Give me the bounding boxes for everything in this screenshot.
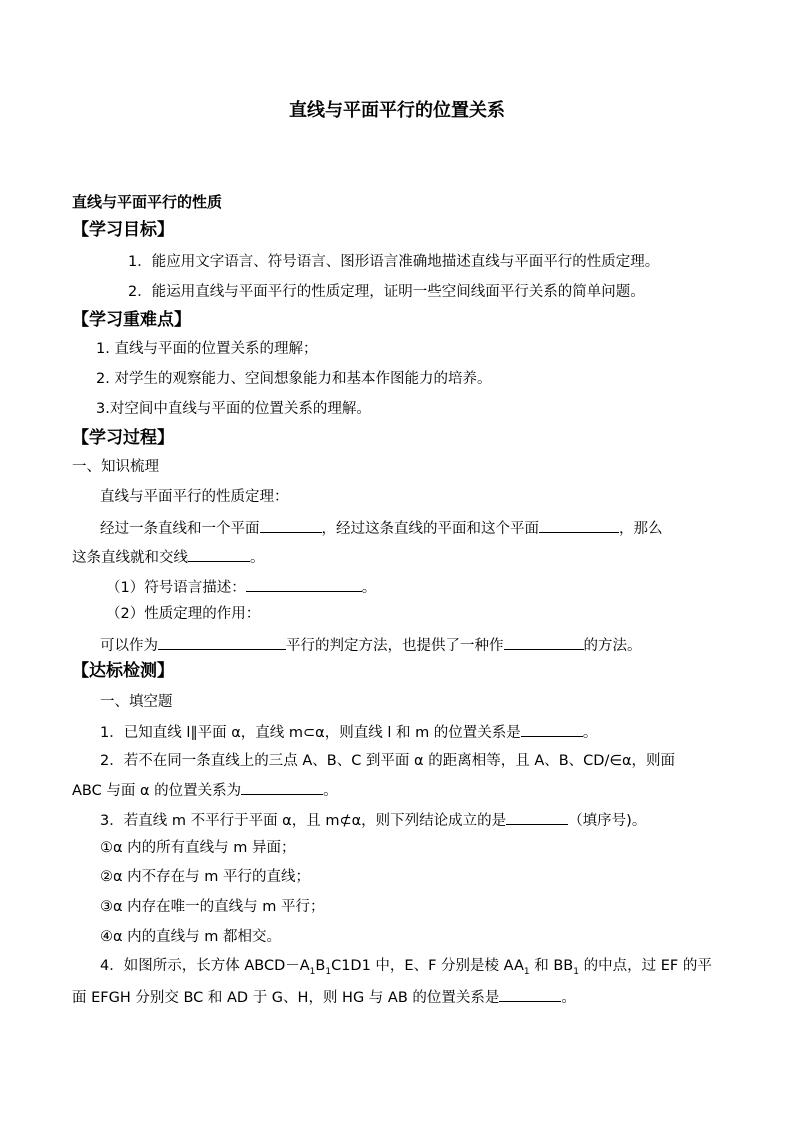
keypoint-item: 1. 直线与平面的位置关系的理解；: [96, 341, 318, 357]
answer-blank[interactable]: [241, 779, 323, 795]
answer-blank[interactable]: [539, 517, 619, 533]
role-text: 可以作为: [100, 638, 158, 654]
question-text: 3．若直线 m 不平行于平面 α，且 m⊄α，则下列结论成立的是: [100, 813, 507, 829]
question-text: C1D1 中，E、F 分别是棱 AA: [331, 958, 524, 974]
goal-item: 2．能运用直线与平面平行的性质定理，证明一些空间线面平行关系的简单问题。: [128, 284, 645, 300]
answer-blank[interactable]: [158, 634, 286, 650]
question-text: 。: [561, 990, 576, 1006]
section-process-heading: 【学习过程】: [72, 428, 174, 448]
question-text: 2．若不在同一条直线上的三点 A、B、C 到平面 α 的距离相等，且 A、B、CD/∈α，则面: [100, 753, 676, 769]
answer-blank[interactable]: [521, 721, 583, 737]
question-text: 面 EFGH 分别交 BC 和 AD 于 G、H，则 HG 与 AB 的位置关系是: [72, 990, 500, 1006]
check-part-heading: 一、填空题: [100, 694, 173, 710]
section-keypoints-heading: 【学习重难点】: [72, 310, 191, 330]
question-text: 的中点，过 EF 的平: [578, 958, 712, 974]
subscript: 1: [309, 966, 316, 977]
section-goals-heading: 【学习目标】: [72, 220, 174, 240]
goal-item: 1．能应用文字语言、符号语言、图形语言准确地描述直线与平面平行的性质定理。: [128, 254, 660, 270]
question-text: 。: [323, 783, 338, 799]
answer-blank[interactable]: [499, 986, 561, 1002]
question-text: 4．如图所示，长方体 ABCD－A: [100, 958, 310, 974]
question-3-option: ③α 内存在唯一的直线与 m 平行；: [100, 899, 325, 915]
question-2-cont: [72, 779, 338, 801]
answer-blank[interactable]: [504, 634, 584, 650]
question-2: [100, 751, 675, 771]
question-text: B: [315, 958, 326, 974]
question-3-option: ④α 内的直线与 m 都相交。: [100, 929, 282, 945]
theorem-text: ，经过这条直线的平面和这个平面: [321, 521, 539, 537]
theorem-line: [72, 546, 265, 568]
question-4: [100, 956, 712, 982]
question-text: 和 BB: [529, 958, 574, 974]
answer-blank[interactable]: [260, 517, 322, 533]
process-part-heading: 一、知识梳理: [72, 459, 159, 475]
theorem-label: 直线与平面平行的性质定理：: [100, 489, 289, 505]
answer-blank[interactable]: [506, 809, 568, 825]
question-text: 1．已知直线 l∥平面 α，直线 m⊂α，则直线 l 和 m 的位置关系是: [100, 725, 521, 741]
symbol-line: [106, 576, 376, 598]
page-title: 直线与平面平行的位置关系: [289, 100, 505, 121]
symbol-end: 。: [361, 580, 377, 596]
theorem-text: 经过一条直线和一个平面: [100, 521, 260, 537]
question-3-option: ①α 内的所有直线与 m 异面；: [100, 840, 296, 856]
question-text: 。: [582, 725, 598, 741]
theorem-text: 这条直线就和交线: [72, 550, 188, 566]
subscript: 1: [325, 966, 332, 977]
symbol-label: （1）符号语言描述：: [106, 580, 246, 596]
subtitle: 直线与平面平行的性质: [72, 193, 223, 211]
theorem-text: 。: [250, 550, 265, 566]
subscript: 1: [573, 966, 579, 977]
answer-blank[interactable]: [246, 576, 362, 592]
question-text: （填序号)。: [568, 813, 647, 829]
answer-blank[interactable]: [188, 546, 250, 562]
role-label: （2）性质定理的作用：: [106, 606, 261, 622]
theorem-line: [100, 517, 663, 539]
theorem-text: ，那么: [619, 521, 663, 537]
keypoint-item: 2. 对学生的观察能力、空间想象能力和基本作图能力的培养。: [96, 371, 492, 387]
keypoint-item: 3.对空间中直线与平面的位置关系的理解。: [96, 401, 371, 417]
role-text: 的方法。: [583, 638, 642, 654]
section-check-heading: 【达标检测】: [72, 661, 174, 681]
subscript: 1: [523, 966, 530, 977]
question-3-option: ②α 内不存在与 m 平行的直线；: [100, 869, 311, 885]
question-4-cont: [72, 986, 576, 1008]
role-text: 平行的判定方法，也提供了一种作: [286, 638, 504, 654]
question-3: [100, 809, 646, 831]
question-1: [100, 721, 597, 743]
question-text: ABC 与面 α 的位置关系为: [72, 783, 242, 799]
role-line: [100, 634, 642, 656]
